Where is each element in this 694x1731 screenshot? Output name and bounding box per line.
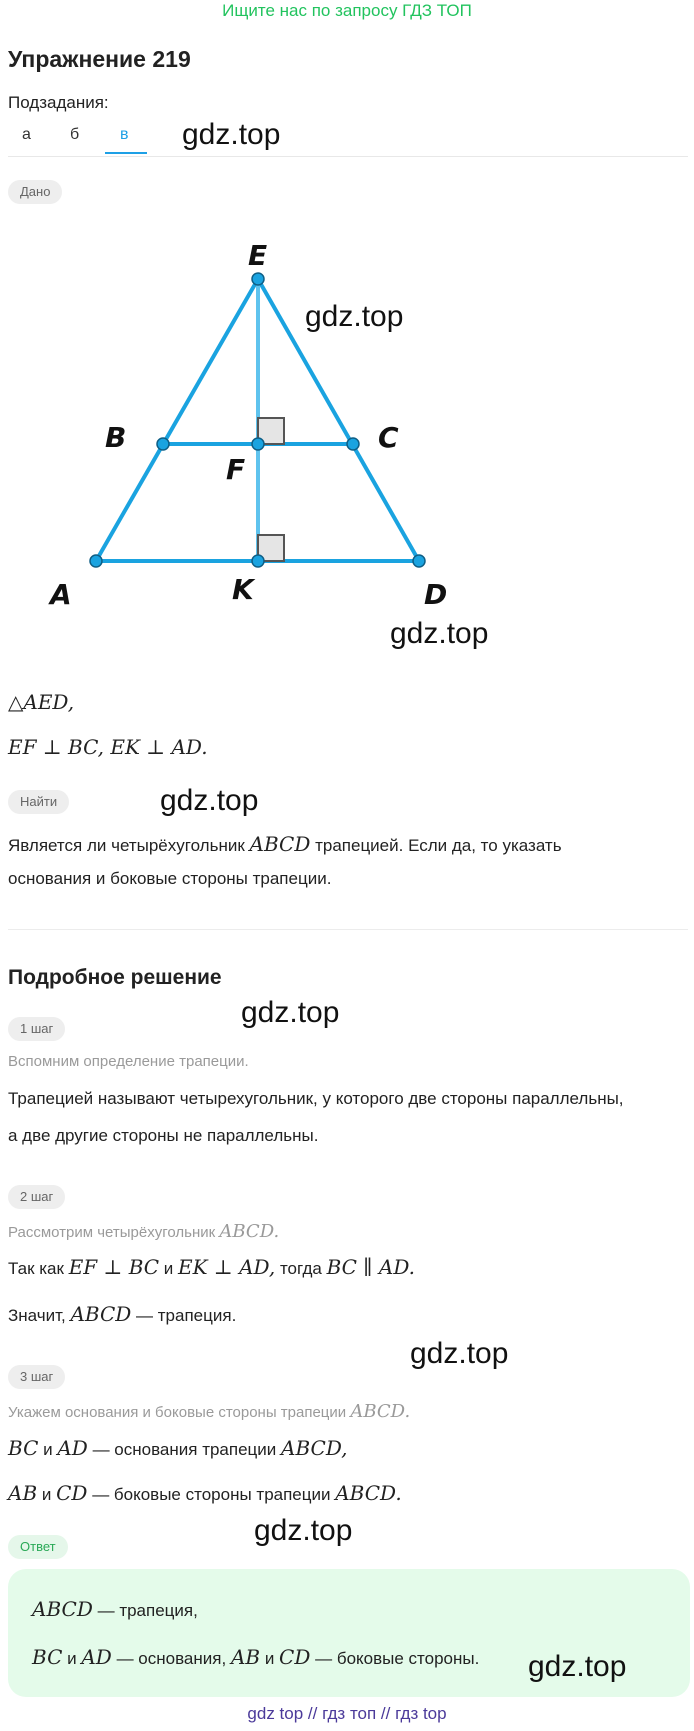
answer-l1-m: ABCD <box>32 1597 93 1621</box>
step-1-line-2: а две другие стороны не параллельны. <box>8 1126 319 1145</box>
tabs-divider <box>8 156 688 157</box>
step-3-l2-m1: AB <box>8 1481 38 1505</box>
answer-l2-a: и <box>67 1649 77 1668</box>
step-1-hint: Вспомним определение трапеции. <box>8 1053 249 1070</box>
find-line-2: основания и боковые стороны трапеции. <box>8 869 332 888</box>
step-3-hint-text: Укажем основания и боковые стороны трапеции <box>8 1404 347 1421</box>
step-3-hint-math: ABCD. <box>350 1401 411 1422</box>
step-3-l2-m2: CD <box>56 1481 88 1505</box>
step-2-hint-text: Рассмотрим четырёхугольник <box>8 1224 216 1241</box>
geometry-diagram <box>0 225 694 645</box>
point-d <box>413 555 425 567</box>
watermark: gdz.top <box>241 996 340 1029</box>
step-3-line-2 <box>8 1481 402 1505</box>
step-3-l1-m1: BC <box>8 1436 39 1460</box>
answer-l2-d: — боковые стороны. <box>315 1649 480 1668</box>
step-3-l1-m2: AD <box>57 1436 88 1460</box>
side-ea <box>96 279 258 561</box>
answer-l2-m1: BC <box>32 1645 63 1669</box>
answer-l1-t: — трапеция, <box>97 1601 198 1620</box>
step-3-l1-m3: ABCD, <box>281 1436 348 1460</box>
watermark: gdz.top <box>305 300 404 333</box>
point-a <box>90 555 102 567</box>
step-2-l1-m2: EK ⊥ AD, <box>178 1255 276 1279</box>
step-2-pill: 2 шаг <box>8 1185 65 1209</box>
find-pill: Найти <box>8 790 69 814</box>
answer-l2-b: — основания, <box>116 1649 227 1668</box>
answer-l2-m4: CD <box>279 1645 311 1669</box>
step-1-line-1: Трапецией называют четырехугольник, у которого две стороны параллельны, <box>8 1089 624 1108</box>
step-3-l1-a: и <box>43 1440 53 1459</box>
step-2-line-1 <box>8 1255 415 1279</box>
label-c: C <box>378 421 399 454</box>
find-text-2: трапецией. Если да, то указать <box>315 836 562 855</box>
step-1-pill: 1 шаг <box>8 1017 65 1041</box>
step-3-hint <box>8 1401 410 1422</box>
step-2-l1-c: тогда <box>279 1259 322 1278</box>
step-3-l1-b: — основания трапеции <box>92 1440 277 1459</box>
step-3-line-1 <box>8 1436 348 1460</box>
subtasks-label: Подзадания: <box>8 93 109 112</box>
section-divider <box>8 929 688 930</box>
step-2-l2-b: — трапеция. <box>136 1306 237 1325</box>
find-text-1: Является ли четырёхугольник <box>8 836 245 855</box>
answer-line-2 <box>32 1645 479 1669</box>
point-f <box>252 438 264 450</box>
tab-a[interactable]: а <box>22 126 31 143</box>
step-2-hint-math: ABCD. <box>219 1221 280 1242</box>
step-2-hint <box>8 1221 279 1242</box>
tab-v[interactable]: в <box>120 126 129 143</box>
answer-l2-m3: AB <box>230 1645 261 1669</box>
step-2-l2-a: Значит, <box>8 1306 66 1325</box>
answer-line-1 <box>32 1597 198 1621</box>
step-2-l1-m3: BC ∥ AD. <box>326 1255 416 1279</box>
answer-pill: Ответ <box>8 1535 68 1559</box>
find-math: ABCD <box>249 832 311 856</box>
watermark: gdz.top <box>182 118 281 151</box>
find-line-1 <box>8 832 562 856</box>
footer-links[interactable]: gdz top // гдз топ // гдз top <box>247 1704 447 1723</box>
watermark: gdz.top <box>410 1337 509 1370</box>
active-tab-indicator <box>105 152 147 154</box>
point-c <box>347 438 359 450</box>
tab-b[interactable]: б <box>70 126 80 143</box>
step-3-l2-m3: ABCD. <box>335 1481 402 1505</box>
label-e: E <box>248 239 268 272</box>
point-k <box>252 555 264 567</box>
watermark: gdz.top <box>254 1514 353 1547</box>
step-2-l1-a: Так как <box>8 1259 64 1278</box>
solution-title: Подробное решение <box>8 966 222 989</box>
label-a: A <box>50 578 72 611</box>
given-line-2: EF ⊥ BC, EK ⊥ AD. <box>8 735 208 759</box>
given-line-1: △AED, <box>8 690 75 714</box>
step-3-l2-a: и <box>41 1485 52 1504</box>
page-title: Упражнение 219 <box>8 46 191 72</box>
point-b <box>157 438 169 450</box>
step-2-l2-m: ABCD <box>70 1302 132 1326</box>
label-f: F <box>226 453 246 486</box>
step-2-l1-b: и <box>163 1259 174 1278</box>
step-2-line-2 <box>8 1302 236 1326</box>
top-banner[interactable]: Ищите нас по запросу ГДЗ ТОП <box>222 1 472 20</box>
step-3-l2-b: — боковые стороны трапеции <box>92 1485 331 1504</box>
label-b: B <box>105 421 127 454</box>
given-pill: Дано <box>8 180 62 204</box>
label-d: D <box>424 578 448 611</box>
answer-l2-c: и <box>264 1649 275 1668</box>
step-3-pill: 3 шаг <box>8 1365 65 1389</box>
watermark: gdz.top <box>528 1650 627 1683</box>
step-2-l1-m1: EF ⊥ BC <box>68 1255 160 1279</box>
answer-l2-m2: AD <box>81 1645 112 1669</box>
watermark: gdz.top <box>160 784 259 817</box>
label-k: K <box>232 573 254 606</box>
watermark: gdz.top <box>390 617 489 650</box>
point-e <box>252 273 264 285</box>
